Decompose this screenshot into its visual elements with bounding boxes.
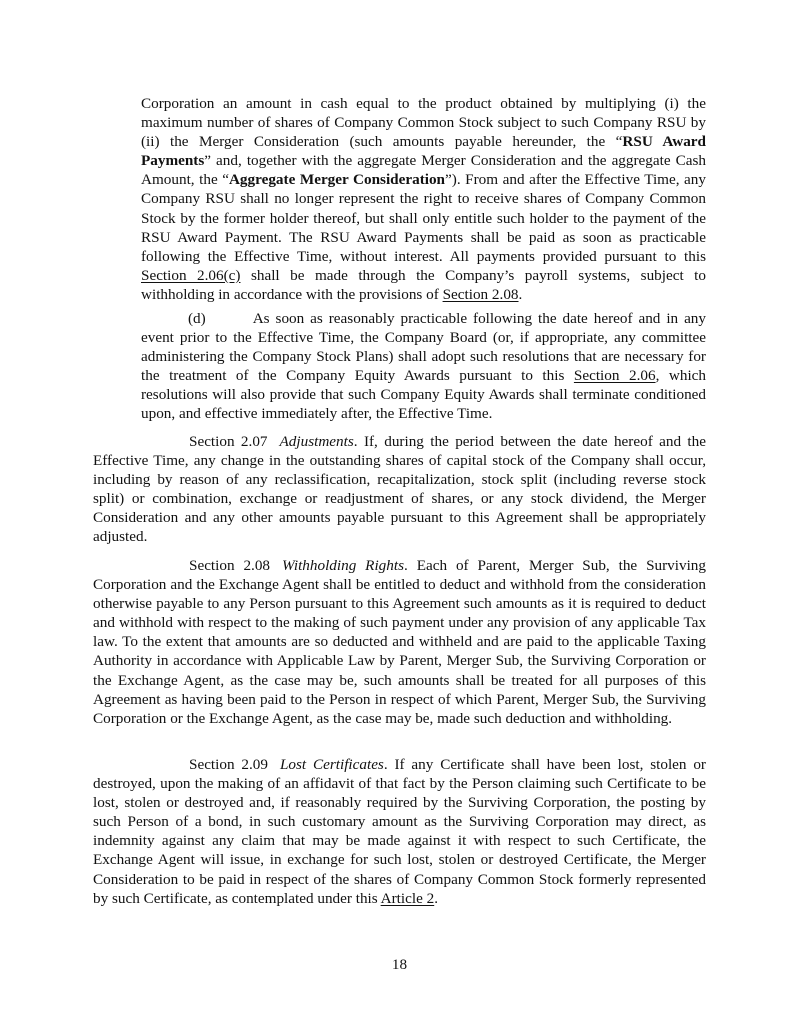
section-2-06-d [141, 309, 706, 424]
section-2-08 [93, 556, 706, 728]
section-number: Section 2.08 [189, 557, 271, 574]
cross-reference-section-2-06-c[interactable]: Section 2.06(c) [141, 266, 241, 284]
section-number: Section 2.07 [189, 433, 268, 450]
text-run: . [518, 285, 523, 303]
section-2-07 [93, 432, 706, 547]
defined-term-rsu-award-payments: RSU Award Payments [141, 133, 706, 170]
section-title: Lost Certificates [279, 756, 384, 773]
text-run: As soon as reasonably practicable following the date hereof and in any event prior to the Effective Time, the Company Board (or, if appropriate, any committee administering the Company Stock Plans) shall adopt such resolutions that are necessary for the treatment of the Company Equity Awards pursuant to this [141, 310, 706, 385]
cross-reference-article-2[interactable]: Article 2 [380, 889, 435, 907]
section-title: Withholding Rights [282, 557, 404, 574]
cross-reference-section-2-08[interactable]: Section 2.08 [442, 285, 519, 303]
text-run: shall be made through the Company’s payroll systems, subject to withholding in accordance with the provisions of [141, 266, 706, 303]
text-run: . [434, 889, 438, 907]
section-2-09 [93, 755, 706, 908]
cross-reference-section-2-06[interactable]: Section 2.06 [573, 367, 656, 385]
text-run: ” and, together with the aggregate Merger Consideration and the aggregate Cash Amount, the “ [141, 152, 706, 189]
section-2-06-c-continuation [141, 94, 706, 304]
text-run: Corporation an amount in cash equal to the product obtained by multiplying (i) the maximum number of shares of Company Common Stock subject to such Company RSU by (ii) the Merger Consideration (such amounts payable hereunder, the “ [141, 95, 706, 151]
clause-label: (d) [188, 310, 206, 327]
section-body: . If any Certificate shall have been lost, stolen or destroyed, upon the making of an affidavit of that fact by the Person claiming such Certificate to be lost, stolen or destroyed and, if reasonably required by the Surviving Corporation, the posting by such Person of a bond, in such customary amount as the Surviving Corporation may direct, as indemnity against any claim that may be made against it with respect to such Certificate, the Exchange Agent will issue, in exchange for such lost, stolen or destroyed Certificate, the Merger Consideration to be paid in respect of the shares of Company Common Stock formerly represented by such Certificate, as contemplated under this [93, 756, 706, 907]
section-body: . If, during the period between the date hereof and the Effective Time, any change in the outstanding shares of capital stock of the Company shall occur, including by reason of any reclassification, recapitalization, stock split (including reverse stock split) or combination, exchange or readjustment of shares, or any stock dividend, the Merger Consideration and any other amounts payable pursuant to this Agreement shall be appropriately adjusted. [93, 433, 706, 546]
text-run: , which resolutions will also provide that such Company Equity Awards shall terminate conditioned upon, and effective immediately after, the Effective Time. [141, 367, 706, 423]
defined-term-aggregate-merger-consideration: Aggregate Merger Consideration [228, 171, 446, 189]
page-number: 18 [391, 956, 408, 973]
section-body: . Each of Parent, Merger Sub, the Surviving Corporation and the Exchange Agent shall be entitled to deduct and withhold from the consideration otherwise payable to any Person pursuant to this Agreement such amounts as it is required to deduct and withhold with respect to the making of such payment under any provision of any applicable Tax law. To the extent that amounts are so deducted and withheld and are paid to the applicable Taxing Authority in accordance with Applicable Law by Parent, Merger Sub, the Surviving Corporation or the Exchange Agent, as the case may be, such amounts shall be treated for all purposes of this Agreement as having been paid to the Person in respect of which Parent, Merger Sub, the Surviving Corporation or the Exchange Agent, as the case may be, made such deduction and withholding. [93, 557, 706, 727]
text-run: ”). From and after the Effective Time, any Company RSU shall no longer represent the right to receive shares of Company Common Stock by the former holder thereof, but shall only entitle such holder to the payment of the RSU Award Payment. The RSU Award Payments shall be paid as soon as practicable following the Effective Time, without interest. All payments provided pursuant to this [141, 171, 706, 265]
section-title: Adjustments [279, 433, 354, 450]
section-number: Section 2.09 [189, 756, 268, 773]
